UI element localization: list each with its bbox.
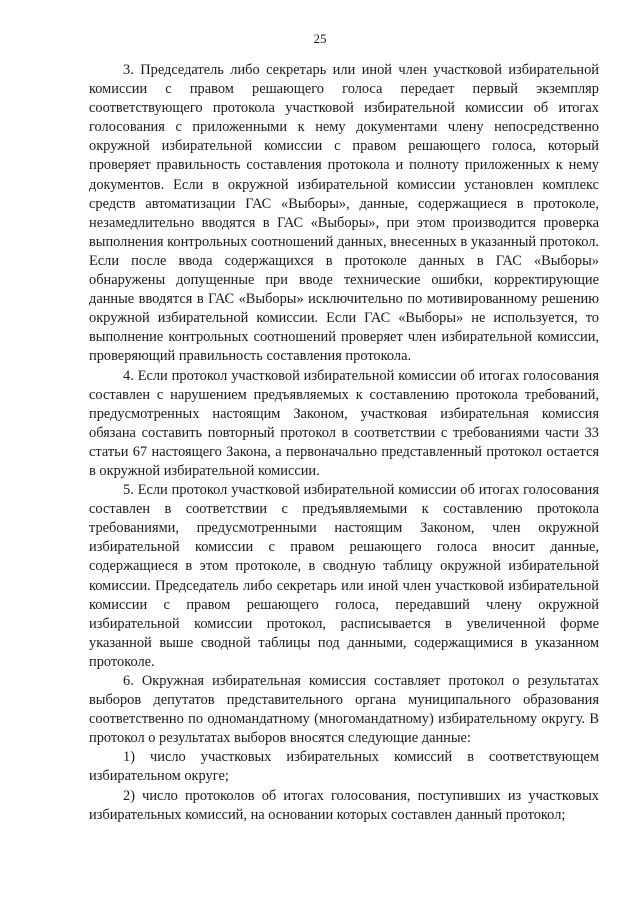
body-text: [89, 61, 599, 825]
paragraph-5: 5. Если протокол участковой избирательной комиссии об итогах голосования составлен в соответствии с предъявляемыми к составлению протокола требованиями, предусмотренными настоящим Законом, член окружной избирательной комиссии с правом решающего голоса вносит данные, содержащиеся в этом протоколе, в сводную таблицу окружной избирательной комиссии. Председатель либо секретарь или иной член участковой избирательной комиссии с правом решающего голоса, передавший члену окружной избирательной комиссии протокол, расписывается в увеличенной форме указанной выше сводной таблицы под данными, содержащимися в указанном протоколе.: [89, 482, 599, 670]
page-number: 25: [313, 31, 327, 46]
paragraph-4: 4. Если протокол участковой избирательной комиссии об итогах голосования составлен с нарушением предъявляемых к составлению протокола требований, предусмотренных настоящим Законом, участковая избирательная комиссия обязана составить повторный протокол в соответствии с требованиями части 33 статьи 67 настоящего Закона, а первоначально представленный протокол остается в окружной избирательной комиссии.: [89, 367, 599, 479]
list-item-2: 2) число протоколов об итогах голосования, поступивших из участковых избирательных комиссий, на основании которых составлен данный протокол;: [89, 787, 599, 823]
paragraph-6: 6. Окружная избирательная комиссия составляет протокол о результатах выборов депутатов представительного органа муниципального образования соответственно по одномандатному (многомандатному) избирательному округу. В протокол о результатах выборов вносятся следующие данные:: [89, 673, 599, 747]
paragraph-3: 3. Председатель либо секретарь или иной член участковой избирательной комиссии с правом решающего голоса передает первый экземпляр соответствующего протокола участковой избирательной комиссии об итогах голосования с приложенными к нему документами члену непосредственно окружной избирательной комиссии с правом решающего голоса, который проверяет правильность составления протокола и полноту приложенных к нему документов. Если в окружной избирательной комиссии установлен комплекс средств автоматизации ГАС «Выборы», данные, содержащиеся в протоколе, незамедлительно вводятся в ГАС «Выборы», при этом производится проверка выполнения контрольных соотношений данных, внесенных в указанный протокол. Если после ввода содержащихся в протоколе данных в ГАС «Выборы» обнаружены допущенные при вводе технические ошибки, корректирующие данные вводятся в ГАС «Выборы» исключительно по мотивированному решению окружной избирательной комиссии. Если ГАС «Выборы» не используется, то выполнение контрольных соотношений проверяет член избирательной комиссии, проверяющий правильность составления протокола.: [89, 62, 599, 365]
list-item-1: 1) число участковых избирательных комиссий в соответствующем избирательном округе;: [89, 749, 599, 785]
